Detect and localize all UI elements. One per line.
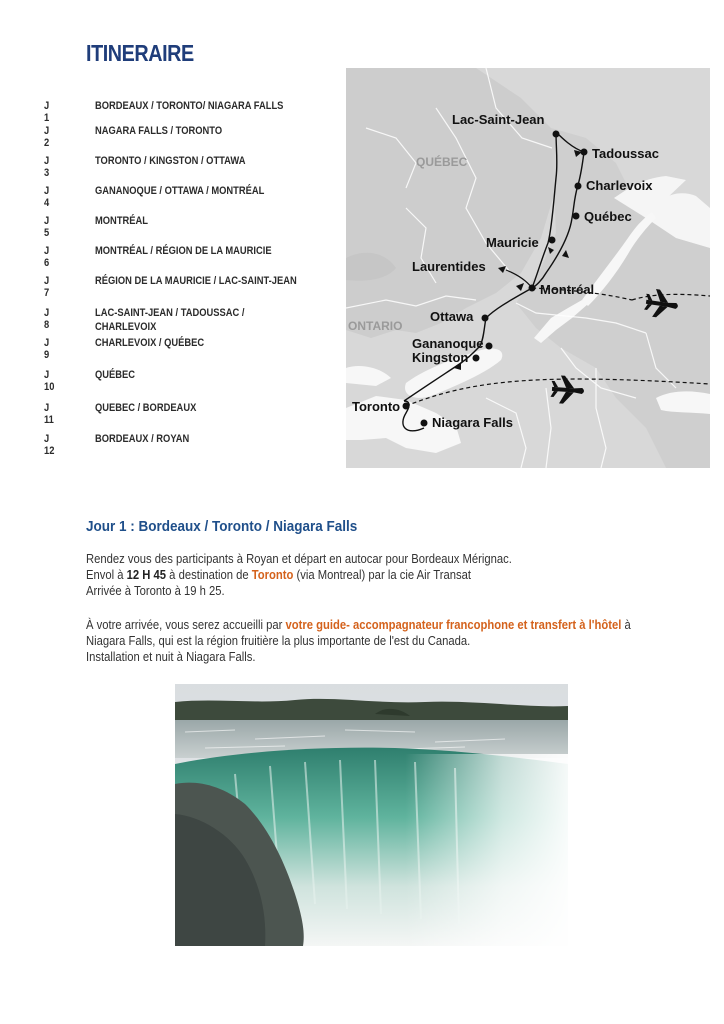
itinerary-desc: QUÉBEC bbox=[95, 369, 136, 381]
day1-paragraph-line: Niagara Falls, qui est la région fruitière la plus importante de l'est du Canada. bbox=[86, 634, 471, 648]
itinerary-day: J 5 bbox=[44, 215, 50, 239]
itinerary-desc: NAGARA FALLS / TORONTO bbox=[95, 125, 223, 137]
region-label-ontario: ONTARIO bbox=[348, 319, 403, 333]
city-label-toronto: Toronto bbox=[352, 399, 401, 414]
itinerary-day: J 12 bbox=[44, 433, 55, 457]
itinerary-day: J 2 bbox=[44, 125, 50, 149]
city-label-gananoque: Gananoque bbox=[412, 336, 484, 351]
guide-highlight: votre guide- accompagnateur francophone et transfert à l'hôtel bbox=[285, 618, 622, 632]
day1-paragraph-line: À votre arrivée, vous serez accueilli par votre guide- accompagnateur francophone et transfert à l'hôtel à bbox=[86, 618, 631, 632]
itinerary-desc: MONTRÉAL / RÉGION DE LA MAURICIE bbox=[95, 245, 272, 257]
city-label-montreal: Montréal bbox=[540, 282, 595, 297]
itinerary-desc: QUEBEC / BORDEAUX bbox=[95, 402, 197, 414]
itinerary-day: J 11 bbox=[44, 402, 54, 426]
city-label-ottawa: Ottawa bbox=[430, 309, 474, 324]
itinerary-desc: BORDEAUX / ROYAN bbox=[95, 433, 190, 445]
city-label-lac-saint-jean: Lac-Saint-Jean bbox=[452, 112, 545, 127]
itinerary-desc: BORDEAUX / TORONTO/ NIAGARA FALLS bbox=[95, 100, 284, 112]
itinerary-day: J 4 bbox=[44, 185, 50, 209]
region-label-quebec: QUÉBEC bbox=[416, 155, 468, 169]
itinerary-desc: LAC-SAINT-JEAN / TADOUSSAC / bbox=[95, 307, 245, 319]
itinerary-day: J 3 bbox=[44, 155, 50, 179]
city-label-mauricie: Mauricie bbox=[486, 235, 539, 250]
itinerary-desc: GANANOQUE / OTTAWA / MONTRÉAL bbox=[95, 185, 265, 197]
city-label-kingston: Kingston bbox=[412, 350, 469, 365]
itinerary-desc: RÉGION DE LA MAURICIE / LAC-SAINT-JEAN bbox=[95, 275, 297, 287]
itinerary-day: J 6 bbox=[44, 245, 50, 269]
itinerary-day: J 9 bbox=[44, 337, 50, 361]
departure-time: 12 H 45 bbox=[126, 568, 167, 582]
day1-paragraph-line: Rendez vous des participants à Royan et départ en autocar pour Bordeaux Mérignac. bbox=[86, 552, 512, 566]
itinerary-desc: MONTRÉAL bbox=[95, 215, 148, 227]
city-label-charlevoix: Charlevoix bbox=[586, 178, 653, 193]
itinerary-desc-cont: CHARLEVOIX bbox=[95, 321, 157, 333]
day1-paragraph-line: Envol à 12 H 45 à destination de Toronto (via Montreal) par la cie Air Transat bbox=[86, 568, 471, 582]
day1-paragraph-line: Installation et nuit à Niagara Falls. bbox=[86, 650, 256, 664]
day1-paragraph-line: Arrivée à Toronto à 19 h 25. bbox=[86, 584, 225, 598]
city-label-quebec: Québec bbox=[584, 209, 632, 224]
itinerary-day: J 10 bbox=[44, 369, 55, 393]
day1-title: Jour 1 : Bordeaux / Toronto / Niagara Falls bbox=[86, 518, 358, 535]
itinerary-day: J 7 bbox=[44, 275, 50, 299]
city-label-niagara-falls: Niagara Falls bbox=[432, 415, 513, 430]
city-label-tadoussac: Tadoussac bbox=[592, 146, 659, 161]
itinerary-day: J 1 bbox=[44, 100, 50, 124]
itinerary-day: J 8 bbox=[44, 307, 50, 331]
destination-city: Toronto bbox=[251, 568, 294, 582]
itinerary-desc: CHARLEVOIX / QUÉBEC bbox=[95, 337, 205, 349]
itinerary-desc: TORONTO / KINGSTON / OTTAWA bbox=[95, 155, 246, 167]
page-title: ITINERAIRE bbox=[86, 40, 194, 66]
city-label-laurentides: Laurentides bbox=[412, 259, 486, 274]
niagara-falls-photo bbox=[175, 684, 568, 946]
route-map bbox=[346, 68, 710, 468]
